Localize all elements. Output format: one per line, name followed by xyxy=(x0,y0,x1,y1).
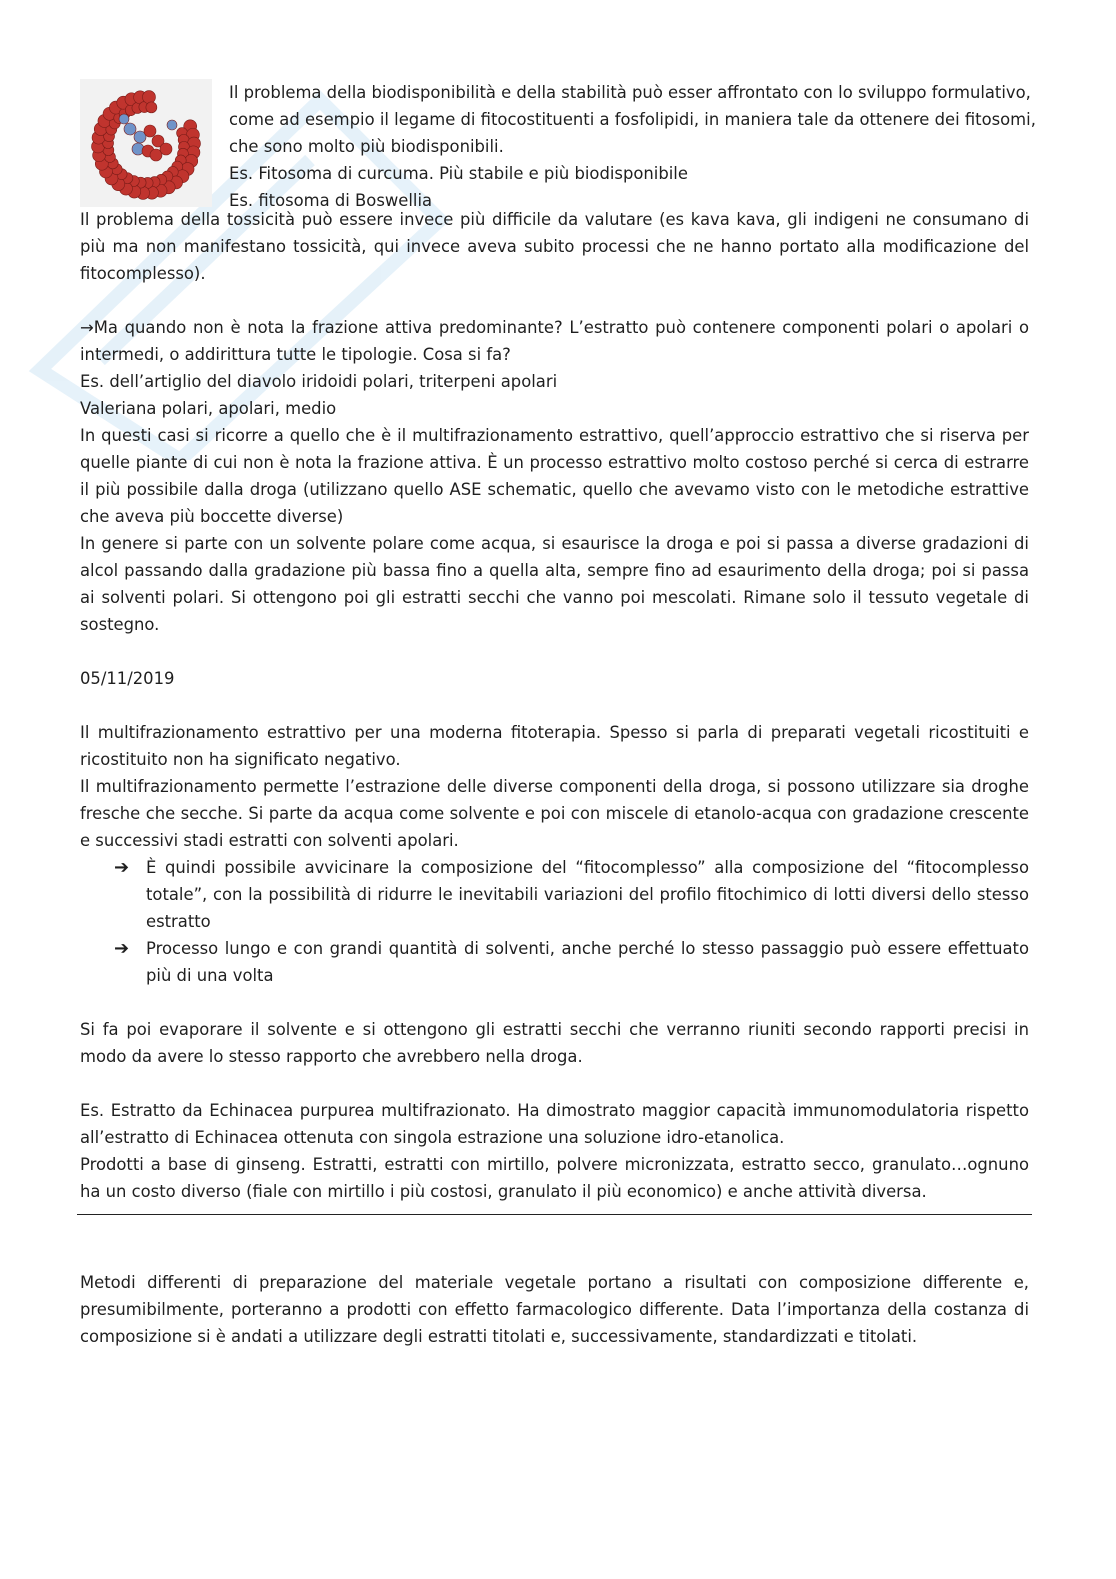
date-heading: 05/11/2019 xyxy=(80,669,175,688)
paragraph-modern-phytotherapy: Il multifrazionamento estrattivo per una moderna fitoterapia. Spesso si parla di preparati vegetali ricostituiti e ricostituito non ha significato negativo. xyxy=(80,723,1029,769)
arrow-bullet-icon: ➔ xyxy=(114,857,130,878)
paragraph-multifrazionamento: In questi casi si ricorre a quello che è il multifrazionamento estrattivo, quell’approccio estrattivo che si riserva per quelle piante di cui non è nota la frazione attiva. È un processo estrattivo molto costoso perché si cerca di estrarre il più possibile dalla droga (utilizzano quello ASE schematic, quello che avevamo visto con le metodiche estrattive che aveva più boccette diverse) xyxy=(80,426,1029,526)
paragraph-ginseng: Prodotti a base di ginseng. Estratti, estratti con mirtillo, polvere micronizzata, estratto secco, granulato…ognuno ha un costo diverso (fiale con mirtillo i più costosi, granulato il più economico) e anche attività diversa. xyxy=(80,1155,1029,1201)
paragraph-question: →Ma quando non è nota la frazione attiva predominante? L’estratto può contenere componenti polari o apolari o intermedi, o addirittura tutte le tipologie. Cosa si fa? xyxy=(80,318,1029,364)
example-valerian: Valeriana polari, apolari, medio xyxy=(80,399,337,418)
paragraph-permette: Il multifrazionamento permette l’estrazione delle diverse componenti della droga, si possono utilizzare sia droghe fresche che secche. Si parte da acqua come solvente e poi con miscele di etanolo-acqua con gradazione crescente e successivi stadi estratti con solventi apolari. xyxy=(80,777,1029,850)
bullet-text: È quindi possibile avvicinare la composizione del “fitocomplesso” alla composizione del “fitocomplesso totale”, con la possibilità di ridurre le inevitabili variazioni del profilo fitochimico di lotti diversi dello stesso estratto xyxy=(146,858,1029,931)
intro-line: Es. Fitosoma di curcuma. Più stabile e più biodisponibile xyxy=(229,164,688,183)
intro-text xyxy=(229,79,1036,214)
bullet-item xyxy=(80,854,1029,935)
bullet-item xyxy=(80,935,1029,989)
example-devils-claw: Es. dell’artiglio del diavolo iridoidi polari, triterpeni apolari xyxy=(80,372,558,391)
intro-line: come ad esempio il legame di fitocostituenti a fosfolipidi, in maniera tale da ottenere dei fitosomi, xyxy=(229,110,1036,129)
bullet-list xyxy=(80,854,1029,989)
paragraph-toxicity: Il problema della tossicità può essere invece più difficile da valutare (es kava kava, gli indigeni ne consumano di più ma non manifestano tossicità, qui invece aveva subito processi che ne hanno portato alla modificazione del fitocomplesso). xyxy=(80,210,1029,283)
paragraph-echinacea: Es. Estratto da Echinacea purpurea multifrazionato. Ha dimostrato maggior capacità immunomodulatoria rispetto all’estratto di Echinacea ottenuta con singola estrazione una soluzione idro-etanolica. xyxy=(80,1101,1029,1147)
arrow-bullet-icon: ➔ xyxy=(114,938,130,959)
phytosome-molecule-image xyxy=(80,79,212,207)
paragraph-evapora: Si fa poi evaporare il solvente e si ottengono gli estratti secchi che verranno riuniti secondo rapporti precisi in modo da avere lo stesso rapporto che avrebbero nella droga. xyxy=(80,1020,1029,1066)
bullet-text: Processo lungo e con grandi quantità di solventi, anche perché lo stesso passaggio può essere effettuato più di una volta xyxy=(146,939,1029,985)
paragraph-in-genere: In genere si parte con un solvente polare come acqua, si esaurisce la droga e poi si passa a diverse gradazioni di alcol passando dalla gradazione più bassa fino a quella alta, sempre fino ad esaurimento della droga; poi si passa ai solventi polari. Si ottengono poi gli estratti secchi che vanno poi mescolati. Rimane solo il tessuto vegetale di sostegno. xyxy=(80,534,1029,634)
intro-block xyxy=(80,79,1036,214)
intro-line: Il problema della biodisponibilità e della stabilità può esser affrontato con lo sviluppo formulativo, xyxy=(229,83,1031,102)
intro-line: che sono molto più biodisponibili. xyxy=(229,137,504,156)
intro-line: Es. fitosoma di Boswellia xyxy=(229,191,433,210)
horizontal-divider xyxy=(77,1214,1032,1215)
paragraph-metodi: Metodi differenti di preparazione del materiale vegetale portano a risultati con composizione differente e, presumibilmente, porteranno a prodotti con effetto farmacologico differente. Data l’importanza della costanza di composizione si è andati a utilizzare degli estratti titolati e, successivamente, standardizzati e titolati. xyxy=(80,1273,1029,1346)
